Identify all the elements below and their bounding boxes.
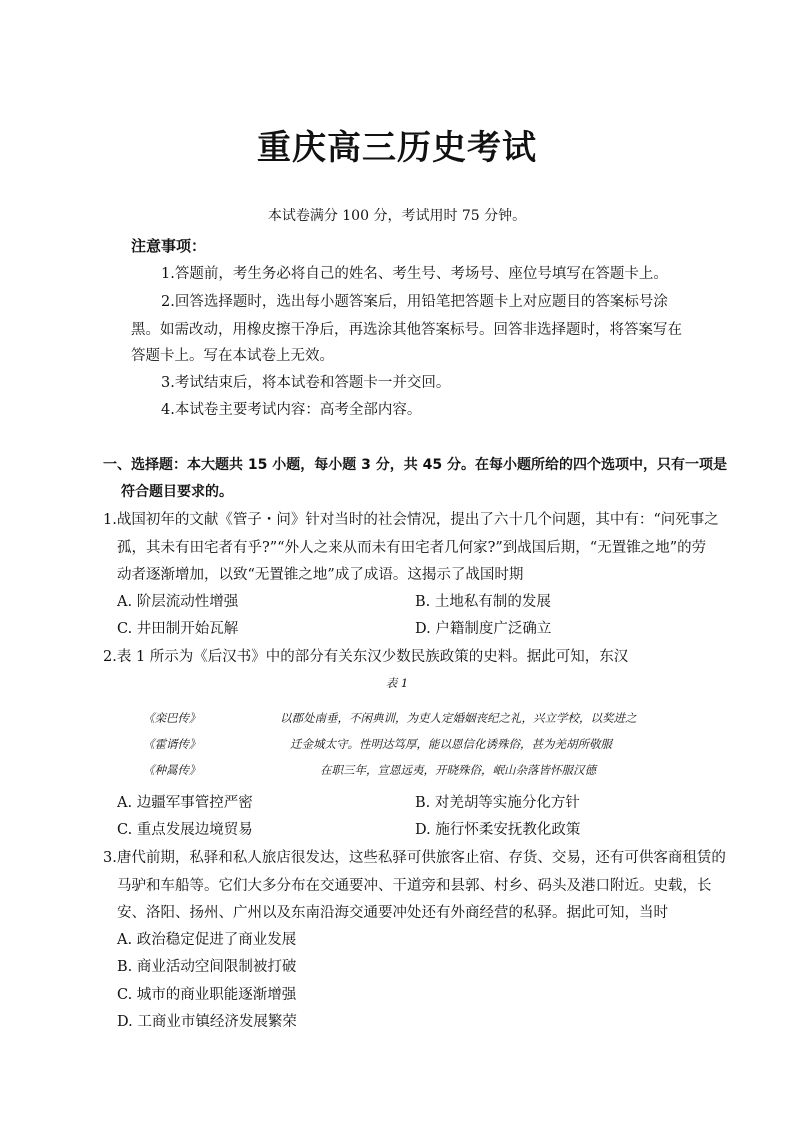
q3-option-d: D. 工商业市镇经济发展繁荣	[117, 1014, 297, 1030]
q2-option-a: A. 边疆军事管控严密	[117, 795, 253, 811]
q1-stem-line3: 动者逐渐增加，以致“无置锥之地”成了成语。这揭示了战国时期	[117, 567, 524, 583]
table-row-text: 在职三年，宣恩远夷，开晓殊俗，岷山杂落皆怀服汉德	[320, 763, 596, 777]
q2-option-d: D. 施行怀柔安抚教化政策	[415, 822, 581, 838]
notice-item-2-line1: 2.回答选择题时，选出每小题答案后，用铅笔把答题卡上对应题目的答案标号涂	[161, 294, 668, 310]
q3-stem-line3: 安、洛阳、扬州、广州以及东南沿海交通要冲处还有外商经营的私驿。据此可知，当时	[117, 905, 668, 921]
q3-option-c: C. 城市的商业职能逐渐增强	[117, 987, 297, 1003]
page-title: 重庆高三历史考试	[257, 128, 537, 168]
notice-heading: 注意事项：	[131, 237, 207, 255]
q1-option-a: A. 阶层流动性增强	[117, 594, 239, 610]
section-heading-line2: 符合题目要求的。	[121, 484, 233, 500]
q1-option-d: D. 户籍制度广泛确立	[415, 621, 552, 637]
q3-option-b: B. 商业活动空间限制被打破	[117, 959, 297, 975]
q1-option-c: C. 井田制开始瓦解	[117, 621, 239, 637]
table-row-text: 迁金城太守。性明达笃厚，能以恩信化诱殊俗，甚为羌胡所敬服	[290, 737, 612, 751]
table-caption: 表 1	[385, 676, 409, 690]
notice-item-1: 1.答题前，考生务必将自己的姓名、考生号、考场号、座位号填写在答题卡上。	[161, 266, 668, 282]
q2-stem-line1: 2.表 1 所示为《后汉书》中的部分有关东汉少数民族政策的史料。据此可知，东汉	[103, 649, 629, 665]
exam-info: 本试卷满分 100 分，考试用时 75 分钟。	[267, 208, 527, 224]
q1-stem-line1: 1.战国初年的文献《管子・问》针对当时的社会情况，提出了六十几个问题，其中有：“问死事之	[103, 512, 719, 528]
notice-item-2-line3: 答题卡上。写在本试卷上无效。	[131, 348, 334, 364]
q3-stem-line2: 马驴和车船等。它们大多分布在交通要冲、干道旁和县郭、村乡、码头及港口附近。史载，长	[117, 878, 712, 894]
q2-option-b: B. 对羌胡等实施分化方针	[415, 795, 580, 811]
table-row-text: 以郡处南垂，不闲典训，为吏人定婚姻丧纪之礼，兴立学校，以奖进之	[280, 711, 637, 725]
table-row-source: 《霍谞传》	[143, 737, 201, 751]
q1-stem-line2: 孤，其未有田宅者有乎?”“外人之来从而未有田宅者几何家?”到战国后期，“无置锥之地”的劳	[117, 540, 707, 556]
notice-item-4: 4.本试卷主要考试内容：高考全部内容。	[161, 402, 422, 418]
q3-option-a: A. 政治稳定促进了商业发展	[117, 932, 297, 948]
table-row-source: 《栾巴传》	[143, 711, 201, 725]
table-row-source: 《种暠传》	[143, 763, 201, 777]
q2-option-c: C. 重点发展边境贸易	[117, 822, 253, 838]
notice-item-2-line2: 黑。如需改动，用橡皮擦干净后，再选涂其他答案标号。回答非选择题时，将答案写在	[131, 322, 682, 338]
q3-stem-line1: 3.唐代前期，私驿和私人旅店很发达，这些私驿可供旅客止宿、存货、交易，还有可供客商租赁的	[103, 850, 726, 866]
q1-option-b: B. 土地私有制的发展	[415, 594, 551, 610]
notice-item-3: 3.考试结束后，将本试卷和答题卡一并交回。	[161, 375, 451, 391]
section-heading-line1: 一、选择题：本大题共 15 小题，每小题 3 分，共 45 分。在每小题所给的四个选项中，只有一项是	[103, 457, 727, 473]
